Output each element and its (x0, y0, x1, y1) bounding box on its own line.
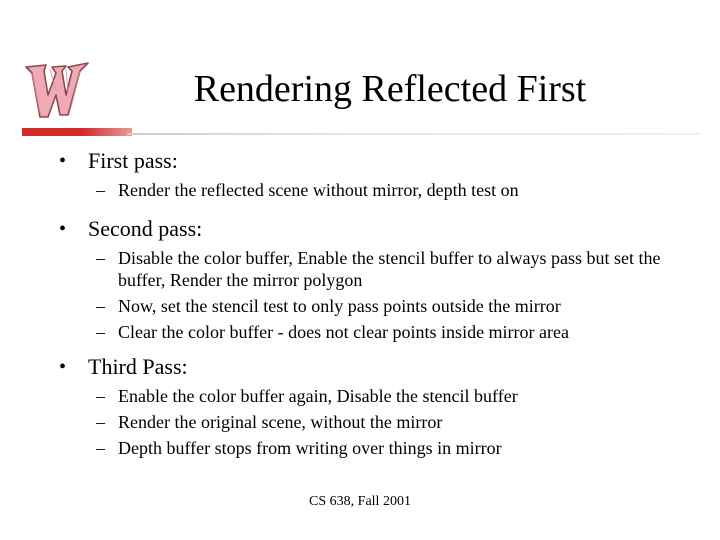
badger-w-logo-icon (22, 55, 92, 125)
sublist-second-pass (56, 247, 696, 343)
bullet-icon: • (59, 218, 67, 240)
list-item: – Disable the color buffer, Enable the stencil buffer to always pass but set the buffer, Render the mirror polygon (96, 248, 661, 290)
dash-icon: – (96, 248, 105, 268)
list-item: – Now, set the stencil test to only pass points outside the mirror (96, 296, 561, 316)
list-item: – Enable the color buffer again, Disable the stencil buffer (96, 386, 518, 406)
bullet-icon: • (59, 150, 67, 172)
dash-icon: – (96, 180, 105, 200)
dash-icon: – (96, 322, 105, 342)
bullet-second-pass (56, 215, 696, 243)
slide-body (56, 147, 696, 463)
list-item: – Depth buffer stops from writing over things in mirror (96, 438, 502, 458)
bullet-third-pass (56, 353, 696, 381)
sublist-first-pass (56, 179, 696, 201)
dash-icon: – (96, 296, 105, 316)
dash-icon: – (96, 438, 105, 458)
bullet-label: Second pass: (88, 216, 203, 241)
slide-footer: CS 638, Fall 2001 (309, 494, 411, 509)
title-divider (22, 128, 700, 136)
bullet-label: Third Pass: (88, 354, 188, 379)
dash-icon: – (96, 412, 105, 432)
slide-title: Rendering Reflected First (193, 68, 587, 110)
sublist-third-pass (56, 385, 696, 459)
bullet-first-pass (56, 147, 696, 175)
list-item: – Render the reflected scene without mirror, depth test on (96, 180, 519, 200)
bullet-label: First pass: (88, 148, 178, 173)
dash-icon: – (96, 386, 105, 406)
list-item: – Clear the color buffer - does not clear points inside mirror area (96, 322, 570, 342)
bullet-icon: • (59, 356, 67, 378)
list-item: – Render the original scene, without the mirror (96, 412, 443, 432)
